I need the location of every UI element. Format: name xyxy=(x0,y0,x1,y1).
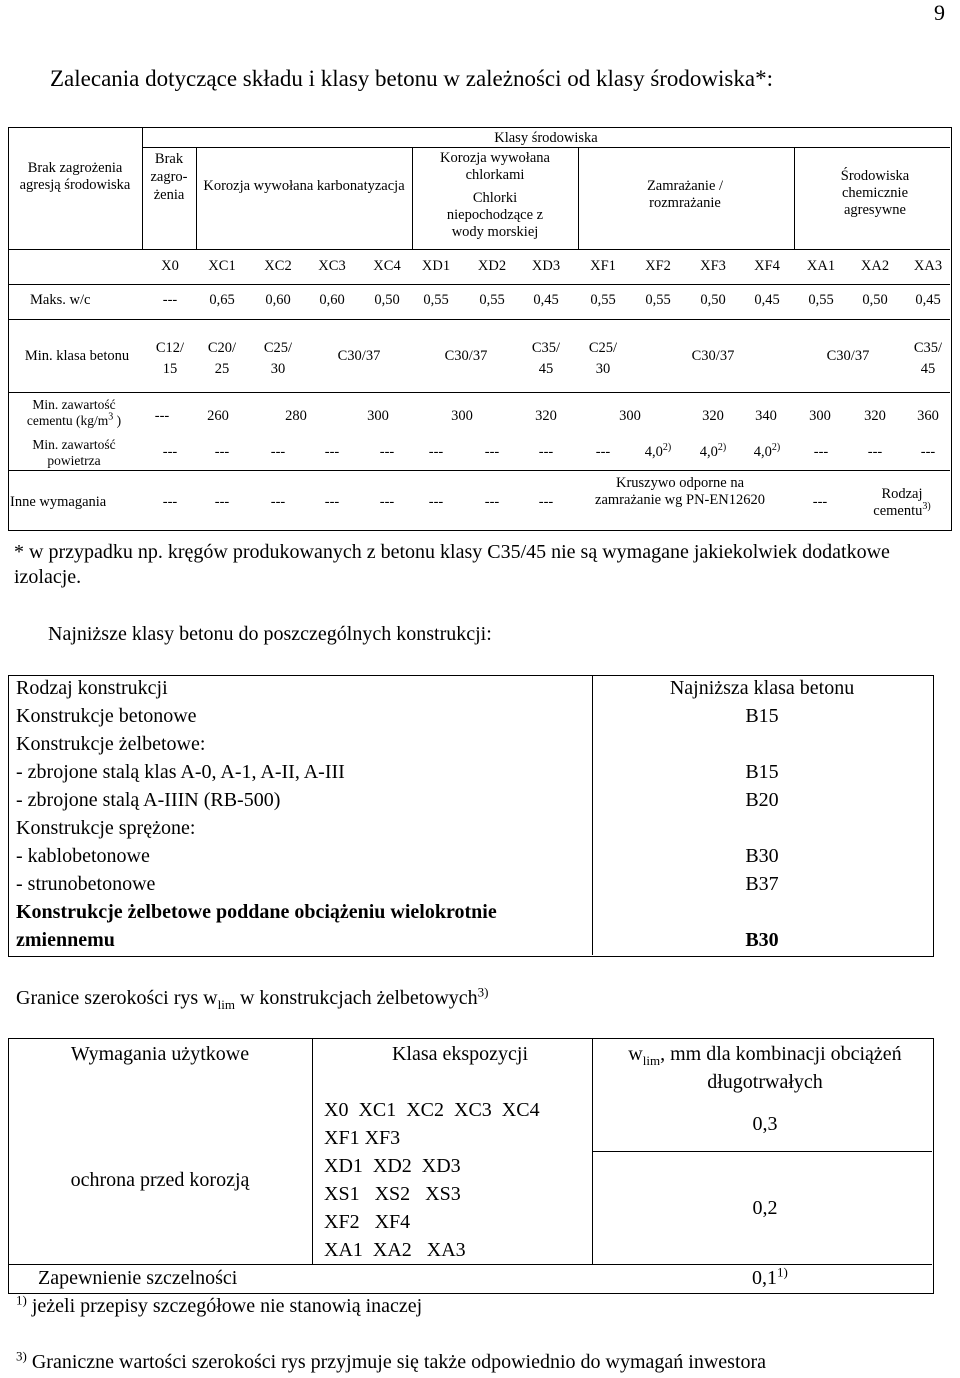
air-value: --- xyxy=(813,444,829,460)
structure-type: - zbrojone stalą A-IIIN (RB-500) xyxy=(16,789,281,811)
structure-type: Konstrukcje sprężone: xyxy=(16,817,196,839)
page-number: 9 xyxy=(934,0,945,25)
air-value: --- xyxy=(162,444,178,460)
class-code: XC2 xyxy=(264,258,292,274)
air-value: --- xyxy=(214,444,230,460)
class-code: XA3 xyxy=(913,258,943,274)
col-head-structure: Rodzaj konstrukcji xyxy=(16,677,168,699)
wc-value: 0,55 xyxy=(645,292,671,308)
other-value: --- xyxy=(324,494,340,510)
row-label-cement: Min. zawartość cementu ($kg/m^3$ ) xyxy=(26,397,122,428)
cement-value: 320 xyxy=(864,408,886,424)
exposure-class-line: XF2 XF4 xyxy=(324,1211,411,1233)
min-class: B20 xyxy=(745,789,779,811)
cement-value: 300 xyxy=(619,408,641,424)
class-code: XF4 xyxy=(754,258,780,274)
col-head-requirements: Wymagania użytkowe xyxy=(70,1043,250,1065)
exposure-class-line: X0 XC1 XC2 XC3 XC4 xyxy=(324,1099,540,1121)
other-aggregate: Kruszywo odporne na zamrażanie wg PN-EN12620 xyxy=(595,475,765,508)
other-value: --- xyxy=(270,494,286,510)
wc-value: --- xyxy=(162,292,178,308)
structure-type: - strunobetonowe xyxy=(16,873,156,895)
min-class-value: C35/ 45 xyxy=(913,340,943,377)
min-class-value: C25/ 30 xyxy=(588,340,618,377)
structure-type: - zbrojone stalą klas A-0, A-1, A-II, A-III xyxy=(16,761,345,783)
footnote-1: $^{1)}$ jeżeli przepisy szczegółowe nie stanowią inaczej xyxy=(16,1292,423,1317)
wc-value: 0,55 xyxy=(590,292,616,308)
air-value: --- xyxy=(538,444,554,460)
air-value: --- xyxy=(324,444,340,460)
col-head-wlim: $w_{lim}$, mm dla kombinacji obciążeń długotrwałych xyxy=(628,1043,902,1093)
wc-value: 0,45 xyxy=(915,292,941,308)
divider xyxy=(412,147,413,249)
other-dash: --- xyxy=(812,494,828,510)
bold-min-class: B30 xyxy=(745,929,779,951)
row-label-wc: Maks. w/c xyxy=(30,292,91,308)
wc-value: 0,50 xyxy=(700,292,726,308)
group-freeze-thaw: Zamrażanie / rozmrażanie xyxy=(646,178,724,211)
min-class-value: C20/ 25 xyxy=(207,340,237,377)
divider xyxy=(8,470,950,471)
wc-value: 0,55 xyxy=(808,292,834,308)
structure-type: - kablobetonowe xyxy=(16,845,150,867)
cement-value: 280 xyxy=(285,408,307,424)
min-class-value: C30/37 xyxy=(691,348,735,364)
min-class: B37 xyxy=(745,873,779,895)
other-value: --- xyxy=(162,494,178,510)
divider xyxy=(8,319,950,320)
divider xyxy=(8,392,950,393)
exposure-class-line: XD1 XD2 XD3 xyxy=(324,1155,461,1177)
wc-value: 0,60 xyxy=(265,292,291,308)
class-code: XF2 xyxy=(645,258,671,274)
exposure-class-line: XF1 XF3 xyxy=(324,1127,401,1149)
class-code: XC4 xyxy=(373,258,401,274)
divider xyxy=(592,1151,932,1152)
cement-value: --- xyxy=(154,408,170,424)
air-value: 4,0$^{2)}$ xyxy=(644,442,672,460)
other-value: --- xyxy=(484,494,500,510)
group-no-threat: Brak zagro-żenia xyxy=(150,151,188,203)
group-chemical: Środowiska chemicznie agresywne xyxy=(840,168,910,218)
min-class: B15 xyxy=(745,705,779,727)
class-code: XA1 xyxy=(806,258,836,274)
air-value: --- xyxy=(428,444,444,460)
row-label-min-class: Min. klasa betonu xyxy=(24,348,130,364)
tightness: Zapewnienie szczelności xyxy=(38,1267,238,1289)
min-class: B30 xyxy=(745,845,779,867)
cement-value: 360 xyxy=(917,408,939,424)
air-value: --- xyxy=(867,444,883,460)
section-title-crack-width: Granice szerokości rys $w_{lim}$ w konstrukcjach żelbetowych$^{3)}$ xyxy=(16,984,489,1012)
cement-value: 340 xyxy=(755,408,777,424)
class-code: XD1 xyxy=(421,258,451,274)
section-title-min-classes: Najniższe klasy betonu do poszczególnych konstrukcji: xyxy=(48,623,492,645)
class-code: XC3 xyxy=(318,258,346,274)
cement-value: 320 xyxy=(535,408,557,424)
corrosion-protection: ochrona przed korozją xyxy=(70,1169,250,1191)
other-value: --- xyxy=(379,494,395,510)
col-head-min-class: Najniższa klasa betonu xyxy=(669,677,855,699)
col-head-exposure: Klasa ekspozycji xyxy=(391,1043,529,1065)
divider xyxy=(8,284,950,285)
exposure-class-line: XS1 XS2 XS3 xyxy=(324,1183,461,1205)
cement-value: 300 xyxy=(809,408,831,424)
value-0-1: 0,1$^{1)}$ xyxy=(752,1264,788,1289)
value-0-2: 0,2 xyxy=(752,1197,778,1219)
divider xyxy=(196,147,197,249)
wc-value: 0,45 xyxy=(754,292,780,308)
page-title: Zalecania dotyczące składu i klasy betonu w zależności od klasy środowiska*: xyxy=(50,66,773,91)
header-no-threat: Brak zagrożenia agresją środowiska xyxy=(19,160,131,193)
cement-value: 260 xyxy=(207,408,229,424)
min-class-value: C30/37 xyxy=(826,348,870,364)
cement-value: 320 xyxy=(702,408,724,424)
air-value: --- xyxy=(379,444,395,460)
air-value: --- xyxy=(270,444,286,460)
wc-value: 0,50 xyxy=(862,292,888,308)
footnote-3: $^{3)}$ Graniczne wartości szerokości rys przyjmuje się także odpowiednio do wymagań inwestora xyxy=(16,1348,767,1373)
group-chlorides: Korozja wywołana chlorkami xyxy=(440,150,550,183)
air-value: 4,0$^{2)}$ xyxy=(699,442,727,460)
air-value: 4,0$^{2)}$ xyxy=(753,442,781,460)
cement-value: 300 xyxy=(451,408,473,424)
air-value: --- xyxy=(920,444,936,460)
class-code: XD2 xyxy=(477,258,507,274)
divider xyxy=(142,147,950,148)
divider xyxy=(312,1038,313,1264)
other-value: --- xyxy=(214,494,230,510)
wc-value: 0,60 xyxy=(319,292,345,308)
air-value: --- xyxy=(595,444,611,460)
cement-value: 300 xyxy=(367,408,389,424)
class-code: XC1 xyxy=(208,258,236,274)
wc-value: 0,55 xyxy=(423,292,449,308)
bold-structure: Konstrukcje żelbetowe poddane obciążeniu wielokrotnie zmiennemu xyxy=(16,901,497,951)
min-class-value: C25/ 30 xyxy=(263,340,293,377)
other-value: --- xyxy=(428,494,444,510)
min-class-value: C35/ 45 xyxy=(531,340,561,377)
header-environment-classes: Klasy środowiska xyxy=(494,130,598,146)
class-code: XF3 xyxy=(700,258,726,274)
row-label-air: Min. zawartość powietrza xyxy=(32,437,116,468)
class-code: X0 xyxy=(161,258,179,274)
divider xyxy=(578,147,579,249)
class-code: XF1 xyxy=(590,258,616,274)
wc-value: 0,65 xyxy=(209,292,235,308)
wc-value: 0,55 xyxy=(479,292,505,308)
group-nonsea-chlorides: Chlorki niepochodzące z wody morskiej xyxy=(446,190,544,240)
wc-value: 0,45 xyxy=(533,292,559,308)
min-class-value: C30/37 xyxy=(337,348,381,364)
group-carbonation: Korozja wywołana karbonatyzacja xyxy=(203,178,405,194)
class-code: XD3 xyxy=(531,258,561,274)
other-cement: Rodzaj cementu$^{3)}$ xyxy=(873,486,931,519)
value-0-3: 0,3 xyxy=(752,1113,778,1135)
min-class-value: C30/37 xyxy=(444,348,488,364)
other-value: --- xyxy=(538,494,554,510)
air-value: --- xyxy=(484,444,500,460)
structure-type: Konstrukcje żelbetowe: xyxy=(16,733,206,755)
wc-value: 0,50 xyxy=(374,292,400,308)
structure-type: Konstrukcje betonowe xyxy=(16,705,197,727)
footnote-star: * w przypadku np. kręgów produkowanych z betonu klasy C35/45 nie są wymagane jakiekolwiek dodatkowe izolacje. xyxy=(14,541,890,588)
divider xyxy=(794,147,795,249)
divider xyxy=(8,249,950,250)
min-class: B15 xyxy=(745,761,779,783)
exposure-class-line: XA1 XA2 XA3 xyxy=(324,1239,466,1261)
row-label-other: Inne wymagania xyxy=(10,494,107,510)
min-class-value: C12/ 15 xyxy=(155,340,185,377)
class-code: XA2 xyxy=(860,258,890,274)
